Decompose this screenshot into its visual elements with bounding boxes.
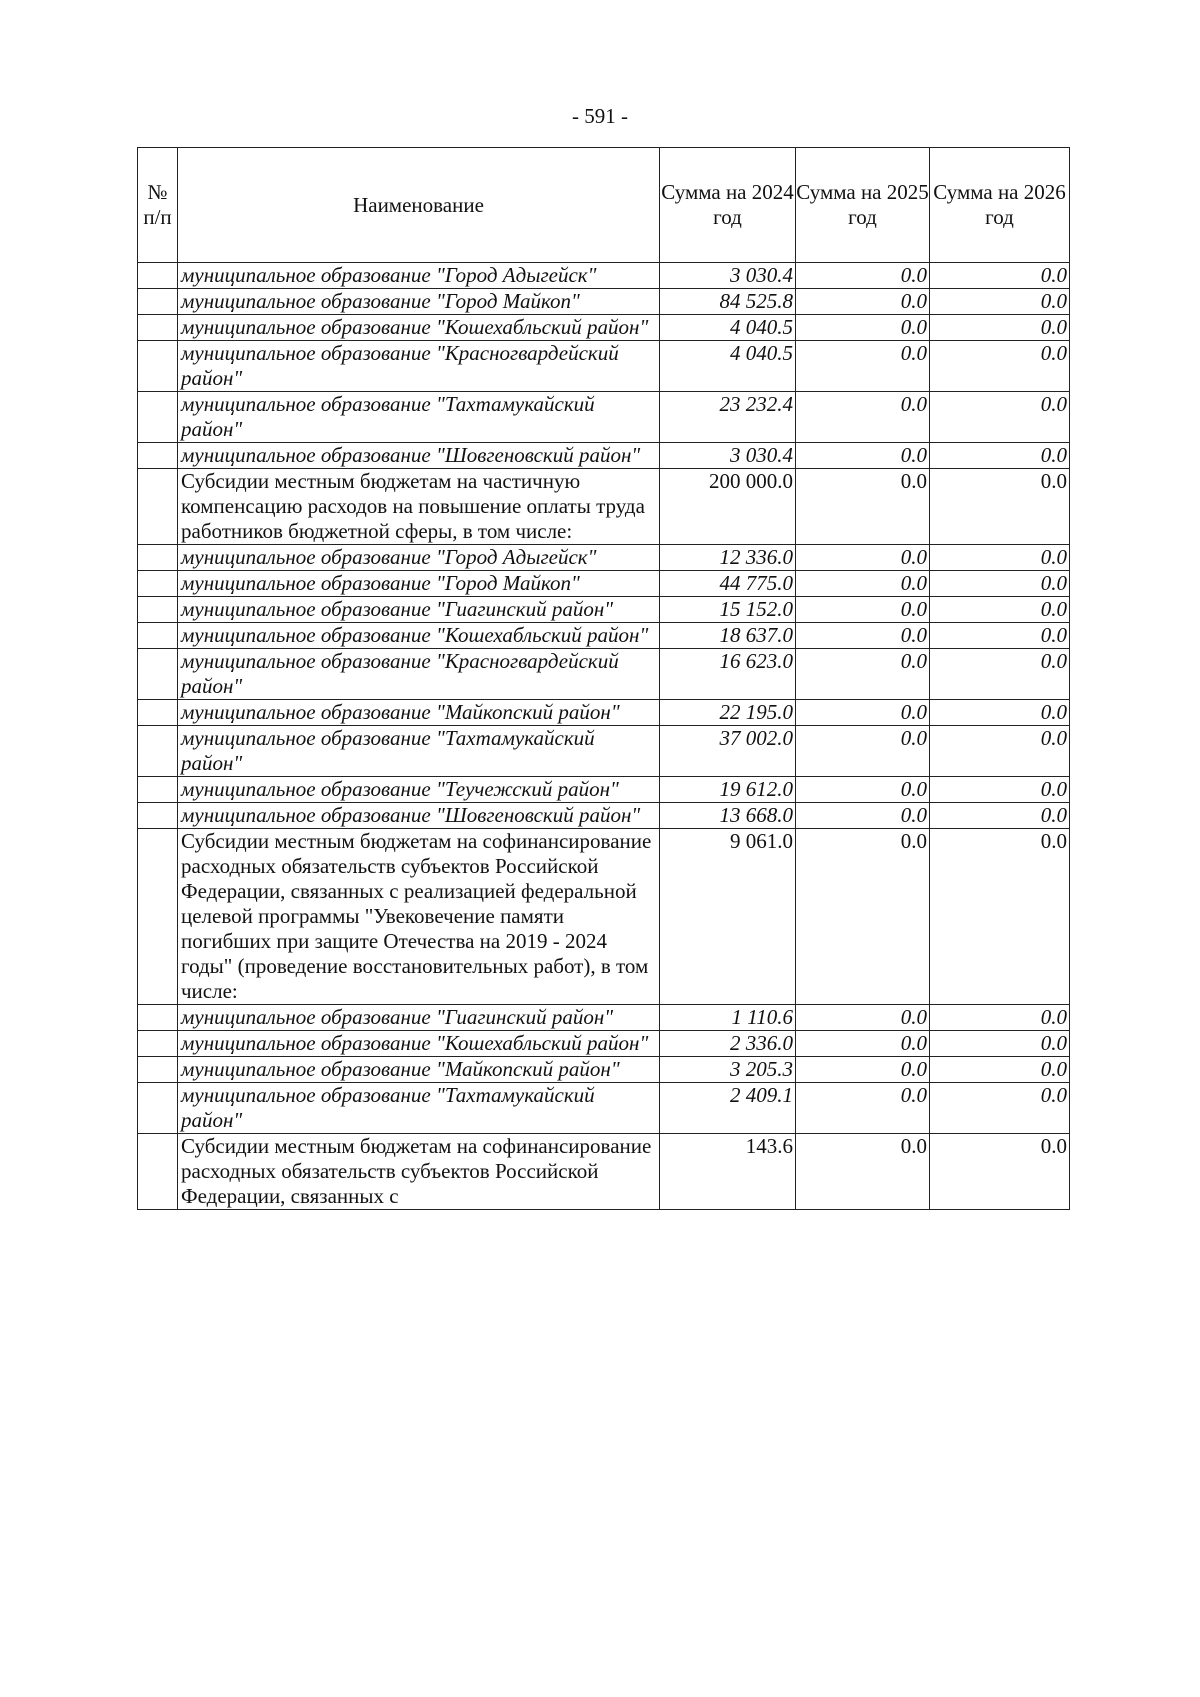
- row-sum-2025-cell: 0.0: [796, 545, 930, 571]
- row-sum-2024-cell: 1 110.6: [660, 1005, 796, 1031]
- table-row: [138, 469, 1070, 545]
- row-sum-2024-cell: 200 000.0: [660, 469, 796, 545]
- row-sum-2025-cell: 0.0: [796, 392, 930, 443]
- row-sum-2024-cell: 16 623.0: [660, 649, 796, 700]
- row-sum-2024-cell: 3 030.4: [660, 263, 796, 289]
- row-name-cell: муниципальное образование "Город Адыгейск": [178, 545, 660, 571]
- row-name-cell: муниципальное образование "Тахтамукайский район": [178, 726, 660, 777]
- row-name-cell: муниципальное образование "Гиагинский район": [178, 597, 660, 623]
- row-index-cell: [138, 469, 178, 545]
- row-sum-2025-cell: 0.0: [796, 623, 930, 649]
- row-index-cell: [138, 649, 178, 700]
- row-sum-2026-cell: 0.0: [930, 777, 1070, 803]
- row-sum-2024-cell: 19 612.0: [660, 777, 796, 803]
- row-name-cell: муниципальное образование "Шовгеновский район": [178, 443, 660, 469]
- table-row: [138, 623, 1070, 649]
- table-row: [138, 1057, 1070, 1083]
- row-sum-2026-cell: 0.0: [930, 443, 1070, 469]
- row-index-cell: [138, 263, 178, 289]
- table-row: [138, 829, 1070, 1005]
- row-sum-2025-cell: 0.0: [796, 700, 930, 726]
- row-name-cell: муниципальное образование "Кошехабльский район": [178, 1031, 660, 1057]
- row-index-cell: [138, 700, 178, 726]
- table-row: [138, 1134, 1070, 1210]
- row-sum-2024-cell: 22 195.0: [660, 700, 796, 726]
- row-name-cell: муниципальное образование "Майкопский район": [178, 1057, 660, 1083]
- row-sum-2025-cell: 0.0: [796, 726, 930, 777]
- budget-table: [137, 147, 1070, 1210]
- row-name-cell: муниципальное образование "Город Адыгейск": [178, 263, 660, 289]
- table-row: [138, 1005, 1070, 1031]
- row-sum-2024-cell: 4 040.5: [660, 315, 796, 341]
- row-index-cell: [138, 777, 178, 803]
- row-sum-2025-cell: 0.0: [796, 341, 930, 392]
- row-sum-2026-cell: 0.0: [930, 623, 1070, 649]
- table-row: [138, 392, 1070, 443]
- page-number: - 591 -: [572, 104, 628, 128]
- row-name-cell: Субсидии местным бюджетам на софинансирование расходных обязательств субъектов Российской Федерации, связанных с: [178, 1134, 660, 1210]
- row-sum-2025-cell: 0.0: [796, 263, 930, 289]
- row-index-cell: [138, 545, 178, 571]
- row-name-cell: муниципальное образование "Теучежский район": [178, 777, 660, 803]
- table-row: [138, 777, 1070, 803]
- row-sum-2024-cell: 84 525.8: [660, 289, 796, 315]
- table-row: [138, 545, 1070, 571]
- row-name-cell: муниципальное образование "Красногвардейский район": [178, 649, 660, 700]
- row-index-cell: [138, 571, 178, 597]
- row-name-cell: муниципальное образование "Майкопский район": [178, 700, 660, 726]
- row-name-cell: Субсидии местным бюджетам на частичную компенсацию расходов на повышение оплаты труда работников бюджетной сферы, в том числе:: [178, 469, 660, 545]
- table-row: [138, 289, 1070, 315]
- row-sum-2026-cell: 0.0: [930, 263, 1070, 289]
- row-sum-2026-cell: 0.0: [930, 700, 1070, 726]
- row-name-cell: муниципальное образование "Тахтамукайский район": [178, 392, 660, 443]
- row-sum-2026-cell: 0.0: [930, 726, 1070, 777]
- row-sum-2026-cell: 0.0: [930, 1134, 1070, 1210]
- row-sum-2025-cell: 0.0: [796, 829, 930, 1005]
- row-name-cell: муниципальное образование "Город Майкоп": [178, 571, 660, 597]
- row-sum-2025-cell: 0.0: [796, 289, 930, 315]
- row-sum-2024-cell: 143.6: [660, 1134, 796, 1210]
- row-index-cell: [138, 341, 178, 392]
- row-sum-2026-cell: 0.0: [930, 289, 1070, 315]
- row-sum-2025-cell: 0.0: [796, 777, 930, 803]
- row-sum-2024-cell: 37 002.0: [660, 726, 796, 777]
- row-sum-2026-cell: 0.0: [930, 469, 1070, 545]
- row-sum-2025-cell: 0.0: [796, 1031, 930, 1057]
- row-sum-2024-cell: 4 040.5: [660, 341, 796, 392]
- table-row: [138, 726, 1070, 777]
- row-sum-2024-cell: 13 668.0: [660, 803, 796, 829]
- row-sum-2026-cell: 0.0: [930, 1031, 1070, 1057]
- row-name-cell: муниципальное образование "Тахтамукайский район": [178, 1083, 660, 1134]
- row-index-cell: [138, 392, 178, 443]
- table-row: [138, 315, 1070, 341]
- table-body: [138, 263, 1070, 1210]
- row-index-cell: [138, 623, 178, 649]
- row-sum-2026-cell: 0.0: [930, 341, 1070, 392]
- row-index-cell: [138, 1005, 178, 1031]
- row-sum-2026-cell: 0.0: [930, 1005, 1070, 1031]
- row-index-cell: [138, 1083, 178, 1134]
- row-index-cell: [138, 315, 178, 341]
- row-sum-2026-cell: 0.0: [930, 545, 1070, 571]
- row-sum-2026-cell: 0.0: [930, 571, 1070, 597]
- row-sum-2024-cell: 9 061.0: [660, 829, 796, 1005]
- row-index-cell: [138, 1134, 178, 1210]
- row-name-cell: муниципальное образование "Шовгеновский район": [178, 803, 660, 829]
- table-row: [138, 263, 1070, 289]
- row-name-cell: муниципальное образование "Гиагинский район": [178, 1005, 660, 1031]
- row-sum-2024-cell: 3 205.3: [660, 1057, 796, 1083]
- row-index-cell: [138, 829, 178, 1005]
- row-sum-2026-cell: 0.0: [930, 803, 1070, 829]
- row-sum-2026-cell: 0.0: [930, 1057, 1070, 1083]
- row-sum-2024-cell: 2 336.0: [660, 1031, 796, 1057]
- row-sum-2024-cell: 3 030.4: [660, 443, 796, 469]
- table-row: [138, 1083, 1070, 1134]
- row-sum-2025-cell: 0.0: [796, 571, 930, 597]
- row-sum-2024-cell: 12 336.0: [660, 545, 796, 571]
- row-sum-2026-cell: 0.0: [930, 597, 1070, 623]
- row-sum-2024-cell: 18 637.0: [660, 623, 796, 649]
- row-index-cell: [138, 803, 178, 829]
- row-index-cell: [138, 1031, 178, 1057]
- row-name-cell: муниципальное образование "Кошехабльский район": [178, 315, 660, 341]
- row-sum-2025-cell: 0.0: [796, 1057, 930, 1083]
- row-sum-2025-cell: 0.0: [796, 803, 930, 829]
- row-sum-2025-cell: 0.0: [796, 315, 930, 341]
- row-sum-2025-cell: 0.0: [796, 1083, 930, 1134]
- row-index-cell: [138, 597, 178, 623]
- row-sum-2025-cell: 0.0: [796, 1005, 930, 1031]
- row-sum-2026-cell: 0.0: [930, 315, 1070, 341]
- header-sum-2026: Сумма на 2026 год: [930, 148, 1070, 263]
- row-sum-2024-cell: 23 232.4: [660, 392, 796, 443]
- row-index-cell: [138, 443, 178, 469]
- table-row: [138, 649, 1070, 700]
- row-sum-2024-cell: 15 152.0: [660, 597, 796, 623]
- header-sum-2024: Сумма на 2024 год: [660, 148, 796, 263]
- row-sum-2025-cell: 0.0: [796, 443, 930, 469]
- row-sum-2025-cell: 0.0: [796, 597, 930, 623]
- row-index-cell: [138, 726, 178, 777]
- row-sum-2025-cell: 0.0: [796, 649, 930, 700]
- header-name: Наименование: [178, 148, 660, 263]
- table-row: [138, 803, 1070, 829]
- table-row: [138, 597, 1070, 623]
- header-sum-2025: Сумма на 2025 год: [796, 148, 930, 263]
- row-name-cell: муниципальное образование "Кошехабльский район": [178, 623, 660, 649]
- row-sum-2026-cell: 0.0: [930, 649, 1070, 700]
- header-index: № п/п: [138, 148, 178, 263]
- table-row: [138, 341, 1070, 392]
- row-sum-2026-cell: 0.0: [930, 392, 1070, 443]
- row-index-cell: [138, 1057, 178, 1083]
- table-row: [138, 700, 1070, 726]
- header-row: [138, 148, 1070, 263]
- row-name-cell: Субсидии местным бюджетам на софинансирование расходных обязательств субъектов Российской Федерации, связанных с реализацией федеральной целевой программы "Увековечение памяти погибших при защите Отечества на 2019 - 2024 годы" (проведение восстановительных работ), в том числе:: [178, 829, 660, 1005]
- table-row: [138, 1031, 1070, 1057]
- row-name-cell: муниципальное образование "Город Майкоп": [178, 289, 660, 315]
- row-sum-2026-cell: 0.0: [930, 829, 1070, 1005]
- row-sum-2024-cell: 44 775.0: [660, 571, 796, 597]
- row-sum-2025-cell: 0.0: [796, 1134, 930, 1210]
- row-name-cell: муниципальное образование "Красногвардейский район": [178, 341, 660, 392]
- row-sum-2025-cell: 0.0: [796, 469, 930, 545]
- row-sum-2024-cell: 2 409.1: [660, 1083, 796, 1134]
- row-index-cell: [138, 289, 178, 315]
- table-row: [138, 571, 1070, 597]
- row-sum-2026-cell: 0.0: [930, 1083, 1070, 1134]
- table-row: [138, 443, 1070, 469]
